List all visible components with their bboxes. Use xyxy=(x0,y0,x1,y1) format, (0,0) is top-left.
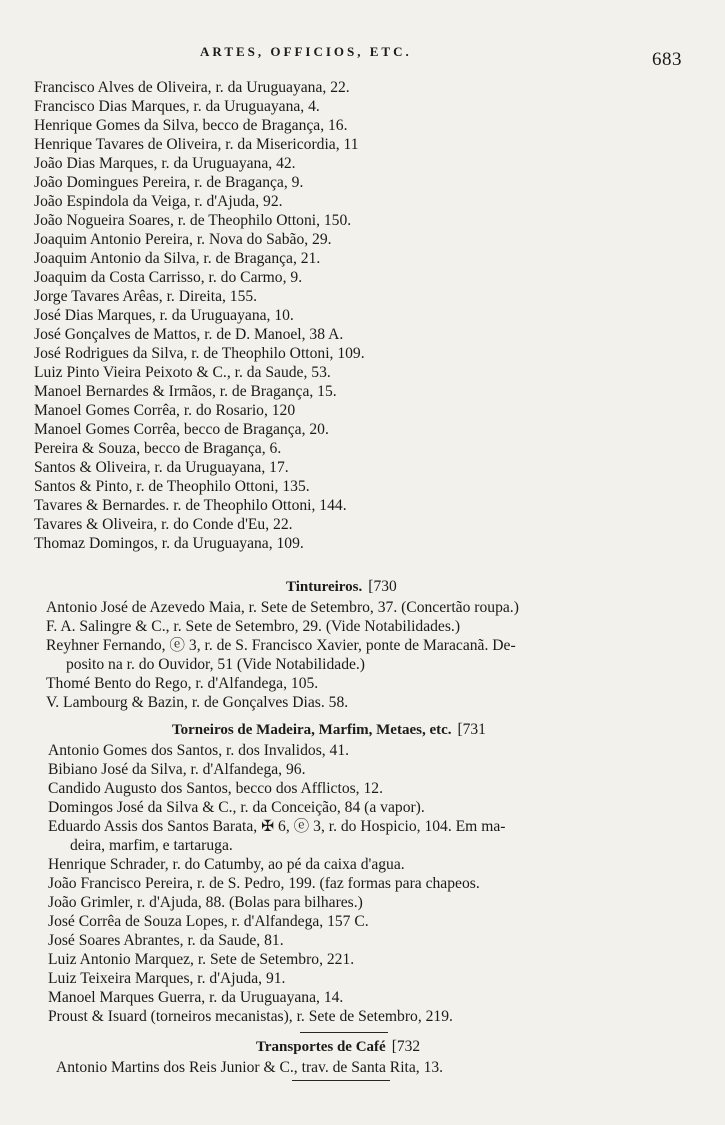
list-item: F. A. Salingre & C., r. Sete de Setembro, 29. (Vide Notabilidades.) xyxy=(46,618,461,635)
list-item: Francisco Dias Marques, r. da Uruguayana, 4. xyxy=(34,98,320,115)
section-number: [732 xyxy=(391,1038,421,1055)
list-item: Joaquim da Costa Carrisso, r. do Carmo, 9. xyxy=(34,269,303,286)
list-item: Manoel Bernardes & Irmãos, r. de Bragança, 15. xyxy=(34,383,337,400)
list-item: Candido Augusto dos Santos, becco dos Afflictos, 12. xyxy=(48,780,383,797)
section-heading xyxy=(0,719,725,741)
list-item: Luiz Teixeira Marques, r. d'Ajuda, 91. xyxy=(48,970,286,987)
list-item: Santos & Oliveira, r. da Uruguayana, 17. xyxy=(34,459,289,476)
list-item: Henrique Gomes da Silva, becco de Bragança, 16. xyxy=(34,117,348,134)
list-item: João Espindola da Veiga, r. d'Ajuda, 92. xyxy=(34,193,283,210)
section-heading-label: Tintureiros. xyxy=(286,579,363,595)
list-item: Tavares & Oliveira, r. do Conde d'Eu, 22. xyxy=(34,516,293,533)
list-item: Joaquim Antonio Pereira, r. Nova do Sabão, 29. xyxy=(34,231,332,248)
list-item: José Soares Abrantes, r. da Saude, 81. xyxy=(48,932,284,949)
list-item: Reyhner Fernando, ⓔ 3, r. de S. Francisco Xavier, ponte de Maracanã. De- xyxy=(46,637,516,654)
page-number: 683 xyxy=(652,49,682,70)
list-item: Jorge Tavares Arêas, r. Direita, 155. xyxy=(34,288,258,305)
end-rule xyxy=(292,1080,390,1081)
section-number: [730 xyxy=(368,578,397,595)
section-number: [731 xyxy=(457,721,486,738)
list-item: Santos & Pinto, r. de Theophilo Ottoni, 135. xyxy=(34,478,310,495)
list-item: V. Lambourg & Bazin, r. de Gonçalves Dias. 58. xyxy=(46,694,349,711)
list-item-continuation: deira, marfim, e tartaruga. xyxy=(70,837,233,854)
section-heading-label: Transportes de Café xyxy=(256,1039,386,1055)
section-transportes xyxy=(0,1036,725,1077)
list-item: José Gonçalves de Mattos, r. de D. Manoel, 38 A. xyxy=(34,326,344,343)
list-item: João Grimler, r. d'Ajuda, 88. (Bolas para bilhares.) xyxy=(48,894,363,911)
list-item: Thomé Bento do Rego, r. d'Alfandega, 105. xyxy=(46,675,319,692)
list-item: Bibiano José da Silva, r. d'Alfandega, 96. xyxy=(48,761,306,778)
list-item: Luiz Pinto Vieira Peixoto & C., r. da Saude, 53. xyxy=(34,364,331,381)
list-item: Henrique Tavares de Oliveira, r. da Misericordia, 11 xyxy=(34,136,359,153)
list-item: Antonio Martins dos Reis Junior & C., trav. de Santa Rita, 13. xyxy=(56,1059,444,1076)
section-tintureiros xyxy=(0,576,725,712)
list-item: João Domingues Pereira, r. de Bragança, 9. xyxy=(34,174,304,191)
list-item: Henrique Schrader, r. do Catumby, ao pé da caixa d'agua. xyxy=(48,856,405,873)
running-header-title: ARTES, OFFICIOS, ETC. xyxy=(200,44,412,59)
list-item: João Nogueira Soares, r. de Theophilo Ottoni, 150. xyxy=(34,212,352,229)
list-item-continuation: posito na r. do Ouvidor, 51 (Vide Notabilidade.) xyxy=(66,656,365,673)
section-torneiros xyxy=(0,719,725,1026)
list-item: José Dias Marques, r. da Uruguayana, 10. xyxy=(34,307,294,324)
list-item: José Rodrigues da Silva, r. de Theophilo Ottoni, 109. xyxy=(34,345,365,362)
list-item: José Corrêa de Souza Lopes, r. d'Alfandega, 157 C. xyxy=(48,913,369,930)
section-heading-label: Torneiros de Madeira, Marfim, Metaes, etc. xyxy=(172,722,452,738)
list-item: Antonio José de Azevedo Maia, r. Sete de Setembro, 37. (Concertão roupa.) xyxy=(46,599,519,616)
section-heading xyxy=(0,576,725,598)
list-item: Manoel Gomes Corrêa, r. do Rosario, 120 xyxy=(34,402,296,419)
list-item: Proust & Isuard (torneiros mecanistas), r. Sete de Setembro, 219. xyxy=(48,1008,453,1025)
list-item: Antonio Gomes dos Santos, r. dos Invalidos, 41. xyxy=(48,742,350,759)
list-item: João Francisco Pereira, r. de S. Pedro, 199. (faz formas para chapeos. xyxy=(48,875,480,892)
list-item: Luiz Antonio Marquez, r. Sete de Setembro, 221. xyxy=(48,951,355,968)
list-item: Eduardo Assis dos Santos Barata, ✠ 6, ⓔ 3, r. do Hospicio, 104. Em ma- xyxy=(48,818,506,835)
list-item: Manoel Marques Guerra, r. da Uruguayana, 14. xyxy=(48,989,344,1006)
section-rule xyxy=(300,1032,388,1033)
section-heading xyxy=(0,1036,725,1058)
list-item: Domingos José da Silva & C., r. da Conceição, 84 (a vapor). xyxy=(48,799,425,816)
list-item: Manoel Gomes Corrêa, becco de Bragança, 20. xyxy=(34,421,329,438)
list-item: Tavares & Bernardes. r. de Theophilo Ottoni, 144. xyxy=(34,497,347,514)
list-item: João Dias Marques, r. da Uruguayana, 42. xyxy=(34,155,296,172)
list-continuation xyxy=(0,78,725,553)
list-item: Joaquim Antonio da Silva, r. de Bragança, 21. xyxy=(34,250,321,267)
list-item: Pereira & Souza, becco de Bragança, 6. xyxy=(34,440,282,457)
list-item: Thomaz Domingos, r. da Uruguayana, 109. xyxy=(34,535,304,552)
list-item: Francisco Alves de Oliveira, r. da Uruguayana, 22. xyxy=(34,79,350,96)
